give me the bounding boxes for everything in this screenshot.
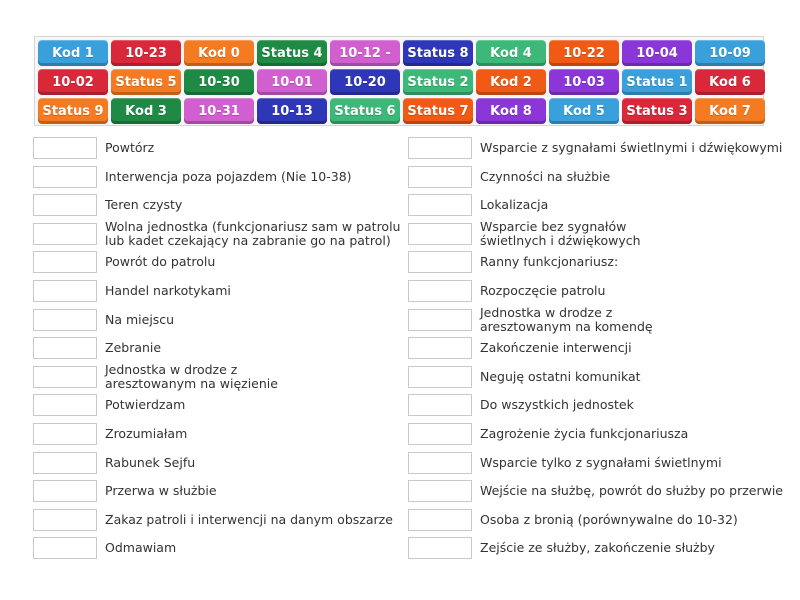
- definition-label: Wsparcie z sygnałami świetlnymi i dźwiękowymi: [480, 140, 783, 155]
- answer-tile[interactable]: Status 7: [403, 98, 473, 124]
- definition-label: Przerwa w służbie: [105, 483, 217, 499]
- definition-label: Lokalizacja: [480, 197, 549, 213]
- definition-label: Osoba z bronią (porównywalne do 10-32): [480, 511, 738, 527]
- definition-label: Zagrożenie życia funkcjonariusza: [480, 425, 689, 441]
- drop-slot[interactable]: [408, 137, 472, 159]
- answer-tile[interactable]: 10-09: [695, 40, 765, 66]
- drop-slot[interactable]: [408, 366, 472, 388]
- answer-tile[interactable]: 10-03: [549, 69, 619, 95]
- definition-label: Zejście ze służby, zakończenie służby: [480, 540, 715, 556]
- definition-label: Wsparcie tylko z sygnałami świetlnymi: [480, 454, 722, 470]
- answer-tile[interactable]: Kod 6: [695, 69, 765, 95]
- drop-slot[interactable]: [33, 509, 97, 531]
- drop-slot[interactable]: [33, 223, 97, 245]
- answer-tiles-panel: [34, 36, 764, 126]
- answer-tile[interactable]: Status 4: [257, 40, 327, 66]
- definition-label: Do wszystkich jednostek: [480, 397, 634, 413]
- definition-label: Odmawiam: [105, 540, 177, 556]
- drop-slot[interactable]: [33, 137, 97, 159]
- answer-tile[interactable]: 10-22: [549, 40, 619, 66]
- drop-slot[interactable]: [408, 280, 472, 302]
- drop-slot[interactable]: [408, 537, 472, 559]
- answer-tile[interactable]: 10-01: [257, 69, 327, 95]
- answer-tile[interactable]: Kod 2: [476, 69, 546, 95]
- drop-slot[interactable]: [33, 309, 97, 331]
- definition-label: Czynności na służbie: [480, 168, 611, 184]
- definition-label: Jednostka w drodze z aresztowanym na więzienie: [105, 361, 278, 391]
- answer-tile[interactable]: 10-04: [622, 40, 692, 66]
- definition-label: Handel narkotykami: [105, 282, 231, 298]
- drop-slot[interactable]: [408, 223, 472, 245]
- definition-label: Wolna jednostka (funkcjonariusz sam w patrolu lub kadet czekający na zabranie go na patrol): [105, 218, 401, 248]
- answer-tile[interactable]: 10-30: [184, 69, 254, 95]
- answer-tile[interactable]: Kod 1: [38, 40, 108, 66]
- answer-tile[interactable]: Status 8: [403, 40, 473, 66]
- drop-slot[interactable]: [33, 480, 97, 502]
- drop-slot[interactable]: [33, 423, 97, 445]
- definition-label: Wejście na służbę, powrót do służby po przerwie: [480, 483, 783, 499]
- definition-label: Rabunek Sejfu: [105, 454, 196, 470]
- definition-label: Rozpoczęcie patrolu: [480, 282, 606, 298]
- definition-label: Jednostka w drodze z aresztowanym na komendę: [480, 304, 653, 334]
- drop-slot[interactable]: [408, 309, 472, 331]
- answer-tile[interactable]: Kod 0: [184, 40, 254, 66]
- drop-slot[interactable]: [33, 251, 97, 273]
- drop-slot[interactable]: [33, 537, 97, 559]
- drop-slot[interactable]: [408, 480, 472, 502]
- drop-slot[interactable]: [408, 509, 472, 531]
- answer-tile[interactable]: Kod 4: [476, 40, 546, 66]
- answer-tile[interactable]: 10-02: [38, 69, 108, 95]
- drop-slot[interactable]: [33, 166, 97, 188]
- definition-label: Wsparcie bez sygnałów świetlnych i dźwiękowych: [480, 218, 641, 248]
- answer-tile[interactable]: 10-31: [184, 98, 254, 124]
- drop-slot[interactable]: [408, 337, 472, 359]
- answer-tile[interactable]: Kod 5: [549, 98, 619, 124]
- answer-tile[interactable]: 10-12 -: [330, 40, 400, 66]
- drop-slot[interactable]: [33, 280, 97, 302]
- answer-tile[interactable]: Status 3: [622, 98, 692, 124]
- definition-label: Neguję ostatni komunikat: [480, 368, 641, 384]
- answer-tile[interactable]: Status 5: [111, 69, 181, 95]
- definition-label: Zakaz patroli i interwencji na danym obszarze: [105, 511, 393, 527]
- drop-slot[interactable]: [33, 394, 97, 416]
- answer-tile[interactable]: 10-20: [330, 69, 400, 95]
- drop-slot[interactable]: [408, 394, 472, 416]
- definition-label: Interwencja poza pojazdem (Nie 10-38): [105, 168, 352, 184]
- definition-label: Zakończenie interwencji: [480, 340, 632, 356]
- drop-slot[interactable]: [408, 194, 472, 216]
- definition-label: Ranny funkcjonariusz:: [480, 254, 619, 270]
- answer-tile[interactable]: Status 1: [622, 69, 692, 95]
- definition-label: Powrót do patrolu: [105, 254, 216, 270]
- answer-tile[interactable]: Kod 3: [111, 98, 181, 124]
- answer-tile[interactable]: Status 6: [330, 98, 400, 124]
- drop-slot[interactable]: [33, 452, 97, 474]
- answer-tile[interactable]: Status 9: [38, 98, 108, 124]
- answer-tile[interactable]: 10-13: [257, 98, 327, 124]
- answer-tile[interactable]: Status 2: [403, 69, 473, 95]
- definition-label: Teren czysty: [105, 197, 183, 213]
- definition-label: Zrozumiałam: [105, 425, 188, 441]
- answer-tile[interactable]: 10-23: [111, 40, 181, 66]
- drop-slot[interactable]: [408, 166, 472, 188]
- definition-label: Na miejscu: [105, 311, 175, 327]
- drop-slot[interactable]: [33, 194, 97, 216]
- answer-tiles-grid: [38, 40, 765, 124]
- definition-label: Zebranie: [105, 340, 162, 356]
- drop-slot[interactable]: [33, 337, 97, 359]
- drop-slot[interactable]: [33, 366, 97, 388]
- drop-slot[interactable]: [408, 423, 472, 445]
- drop-slot[interactable]: [408, 251, 472, 273]
- definition-label: Powtórz: [105, 140, 155, 155]
- answer-tile[interactable]: Kod 7: [695, 98, 765, 124]
- drop-slot[interactable]: [408, 452, 472, 474]
- definition-label: Potwierdzam: [105, 397, 186, 413]
- answer-tile[interactable]: Kod 8: [476, 98, 546, 124]
